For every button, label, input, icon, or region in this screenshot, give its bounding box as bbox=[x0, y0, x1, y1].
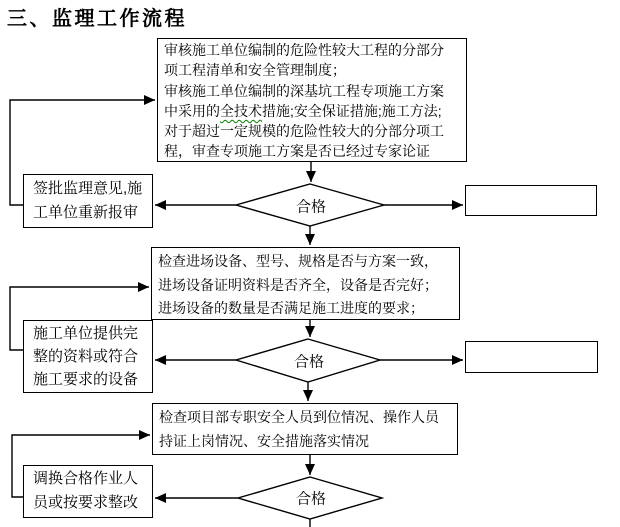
decision-label-3: 合格 bbox=[295, 490, 327, 508]
box-text-line: 施工要求的设备 bbox=[33, 371, 139, 388]
box-text-block bbox=[33, 467, 152, 515]
box-text-block bbox=[164, 40, 466, 101]
box-text-line: 调换合格作业人 bbox=[33, 470, 139, 487]
sign-opinion-resubmit-box bbox=[23, 174, 153, 228]
box-text-line: 工单位重新报审 bbox=[33, 204, 139, 221]
spellcheck-squiggle-text: 全技术 bbox=[220, 102, 262, 119]
box-text-line: 程，审查专项施工方案是否已经过专家论证 bbox=[164, 143, 430, 160]
decision-label-1: 合格 bbox=[295, 198, 327, 216]
box-text-block bbox=[159, 405, 457, 453]
box-text-line: 施工单位提供完 bbox=[33, 325, 139, 342]
page-title: 三、监理工作流程 bbox=[7, 8, 187, 30]
box-text-line: 整的资料或符合 bbox=[33, 348, 139, 365]
text-segment: 措施;安全保证措施;施工方法; bbox=[262, 102, 442, 119]
decision-label-2: 合格 bbox=[293, 353, 325, 371]
equipment-check-box bbox=[151, 247, 460, 320]
box-text-line: 检查进场设备、型号、规格是否与方案一致， bbox=[158, 253, 438, 269]
archive-box-1 bbox=[465, 185, 597, 216]
box-text-block bbox=[158, 250, 459, 321]
box-text-block bbox=[33, 177, 152, 225]
box-text-block bbox=[164, 121, 466, 162]
archive-box-2 bbox=[465, 341, 598, 373]
personnel-check-box bbox=[152, 403, 458, 455]
box-text-line: 进场设备证明资料是否齐全，设备是否完好； bbox=[158, 276, 438, 293]
box-text-line: 检查项目部专职安全人员到位情况、操作人员 bbox=[159, 409, 439, 425]
box-text-line: 对于超过一定规模的危险性较大的分部分项工 bbox=[164, 123, 444, 140]
box-text-line: 审核施工单位编制的危险性较大工程的分部分 bbox=[164, 42, 444, 58]
provide-materials-box bbox=[23, 320, 153, 393]
review-scheme-box bbox=[157, 38, 467, 162]
box-text-line: 员或按要求整改 bbox=[33, 494, 139, 511]
box-text-line: 审核施工单位编制的深基坑工程专项施工方案 bbox=[164, 82, 444, 99]
box-text-line bbox=[164, 101, 466, 121]
box-text-line: 项工程清单和安全管理制度； bbox=[164, 62, 346, 79]
box-text-line: 持证上岗情况、安全措施落实情况 bbox=[159, 433, 369, 449]
box-text-block bbox=[33, 322, 152, 391]
replace-personnel-box bbox=[23, 465, 153, 518]
box-text-line: 签批监理意见,施 bbox=[33, 180, 143, 197]
box-text-line: 进场设备的数量是否满足施工进度的要求； bbox=[158, 300, 424, 316]
text-segment: 中采用的 bbox=[164, 102, 220, 119]
